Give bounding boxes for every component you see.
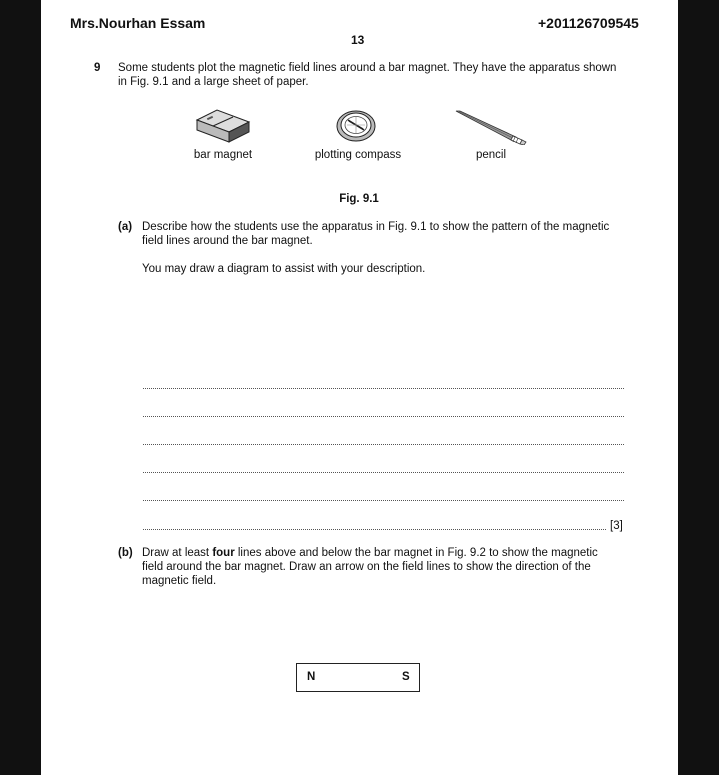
question-number: 9 <box>94 62 101 74</box>
bar-magnet-label: bar magnet <box>193 149 253 161</box>
bar-magnet-diagram <box>296 663 420 692</box>
part-a-marks: [3] <box>610 520 623 532</box>
part-b-line-1-pre: Draw at least <box>142 547 213 559</box>
part-b-line-3: magnetic field. <box>142 575 217 587</box>
part-b-text <box>142 546 632 588</box>
part-a-note: You may draw a diagram to assist with your description. <box>142 263 426 275</box>
south-pole-label: S <box>402 671 410 683</box>
compass-label: plotting compass <box>314 149 402 161</box>
part-b-line-1-bold: four <box>212 547 235 559</box>
part-b-line-1 <box>142 546 632 560</box>
part-a-line-2: field lines around the bar magnet. <box>142 235 313 247</box>
question-intro <box>118 61 628 89</box>
part-b-line-2: field around the bar magnet. Draw an arrow on the field lines to show the direction of the <box>142 561 591 573</box>
answer-line-5[interactable] <box>143 500 624 501</box>
compass-icon <box>335 109 377 143</box>
answer-line-6[interactable] <box>143 529 606 530</box>
part-a-line-1: Describe how the students use the apparatus in Fig. 9.1 to show the pattern of the magnetic <box>142 221 610 233</box>
pencil-icon <box>454 109 530 145</box>
part-a-label: (a) <box>118 221 133 233</box>
phone-number: +201126709545 <box>538 15 639 31</box>
figure-caption: Fig. 9.1 <box>339 193 379 205</box>
part-a-text <box>142 220 632 248</box>
part-b-line-1-post: lines above and below the bar magnet in Fig. 9.2 to show the magnetic <box>234 547 598 559</box>
answer-line-3[interactable] <box>143 444 624 445</box>
north-pole-label: N <box>307 671 316 683</box>
answer-line-1[interactable] <box>143 388 624 389</box>
exam-page <box>41 0 678 775</box>
author-name: Mrs.Nourhan Essam <box>70 15 206 31</box>
pencil-label: pencil <box>475 149 507 161</box>
answer-line-2[interactable] <box>143 416 624 417</box>
answer-line-4[interactable] <box>143 472 624 473</box>
intro-line-1: Some students plot the magnetic field lines around a bar magnet. They have the apparatus shown <box>118 62 617 74</box>
intro-line-2: in Fig. 9.1 and a large sheet of paper. <box>118 76 309 88</box>
bar-magnet-icon <box>191 106 253 146</box>
part-b-label: (b) <box>118 547 133 559</box>
page-number: 13 <box>351 33 365 47</box>
